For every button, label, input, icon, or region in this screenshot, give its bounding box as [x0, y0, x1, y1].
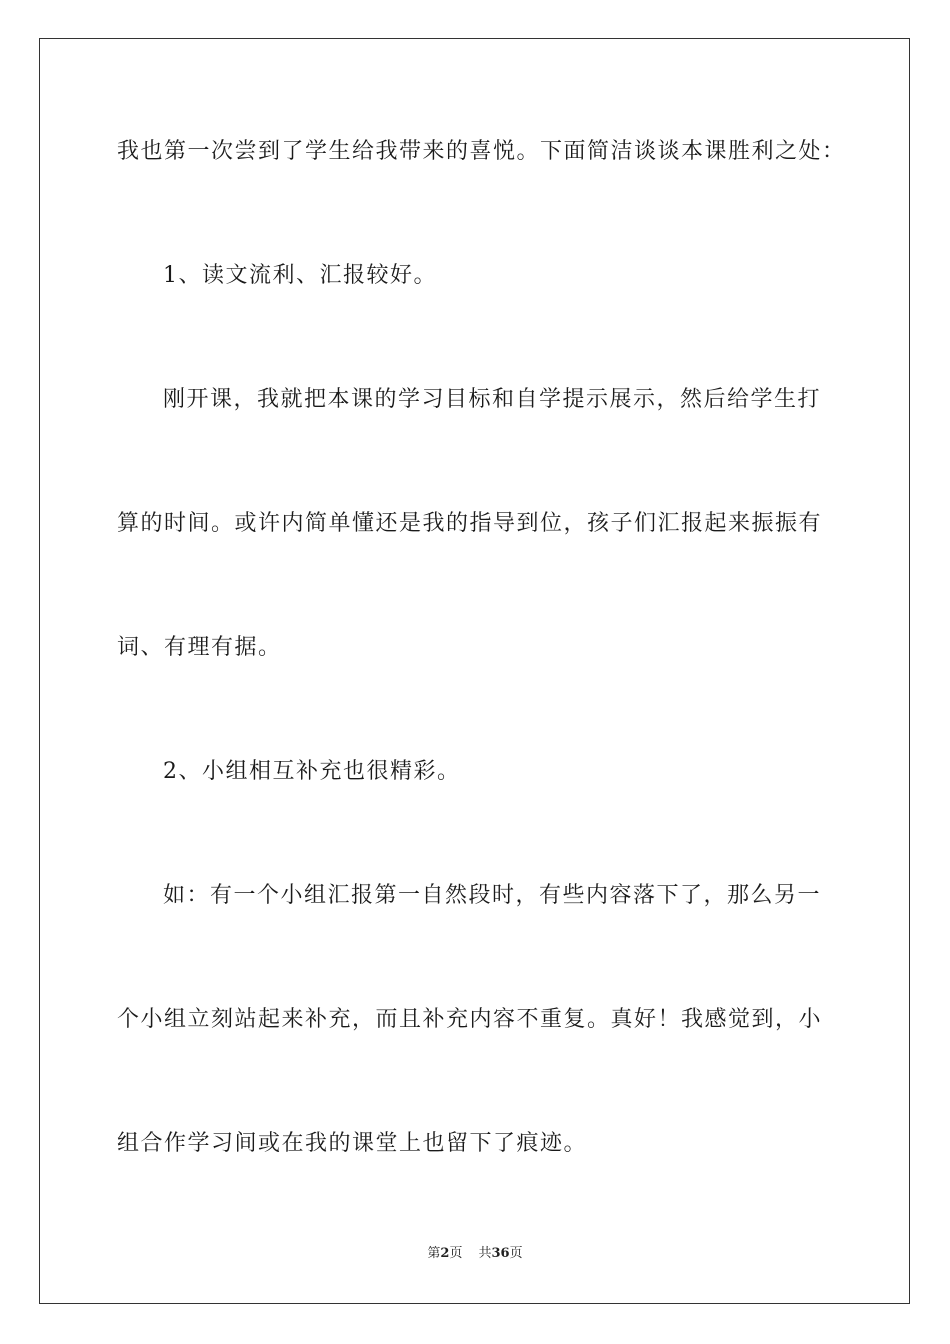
body-line-9: 组合作学习间或在我的课堂上也留下了痕迹。 — [117, 1131, 588, 1156]
body-line-5: 词、有理有据。 — [117, 635, 282, 660]
footer-total-pages: 36 — [491, 1246, 510, 1261]
body-line-3: 刚开课，我就把本课的学习目标和自学提示展示，然后给学生打 — [163, 387, 822, 412]
body-line-7: 如：有一个小组汇报第一自然段时，有些内容落下了，那么另一 — [163, 883, 822, 908]
footer-page-prefix: 第 — [427, 1246, 441, 1261]
page-footer — [0, 1245, 950, 1263]
body-line-4: 算的时间。或许内简单懂还是我的指导到位，孩子们汇报起来振振有 — [117, 511, 823, 536]
body-line-8: 个小组立刻站起来补充，而且补充内容不重复。真好！我感觉到，小 — [117, 1007, 823, 1032]
footer-page-suffix: 页 — [449, 1246, 463, 1261]
body-line-1: 我也第一次尝到了学生给我带来的喜悦。下面简洁谈谈本课胜利之处： — [117, 139, 846, 164]
footer-total-suffix: 页 — [509, 1246, 523, 1261]
footer-page-number: 2 — [440, 1246, 450, 1261]
page-frame — [39, 38, 910, 1304]
list-item-2: 2、小组相互补充也很精彩。 — [163, 759, 461, 784]
list-item-1: 1、读文流利、汇报较好。 — [163, 263, 437, 288]
footer-total-prefix: 共 — [478, 1246, 492, 1261]
